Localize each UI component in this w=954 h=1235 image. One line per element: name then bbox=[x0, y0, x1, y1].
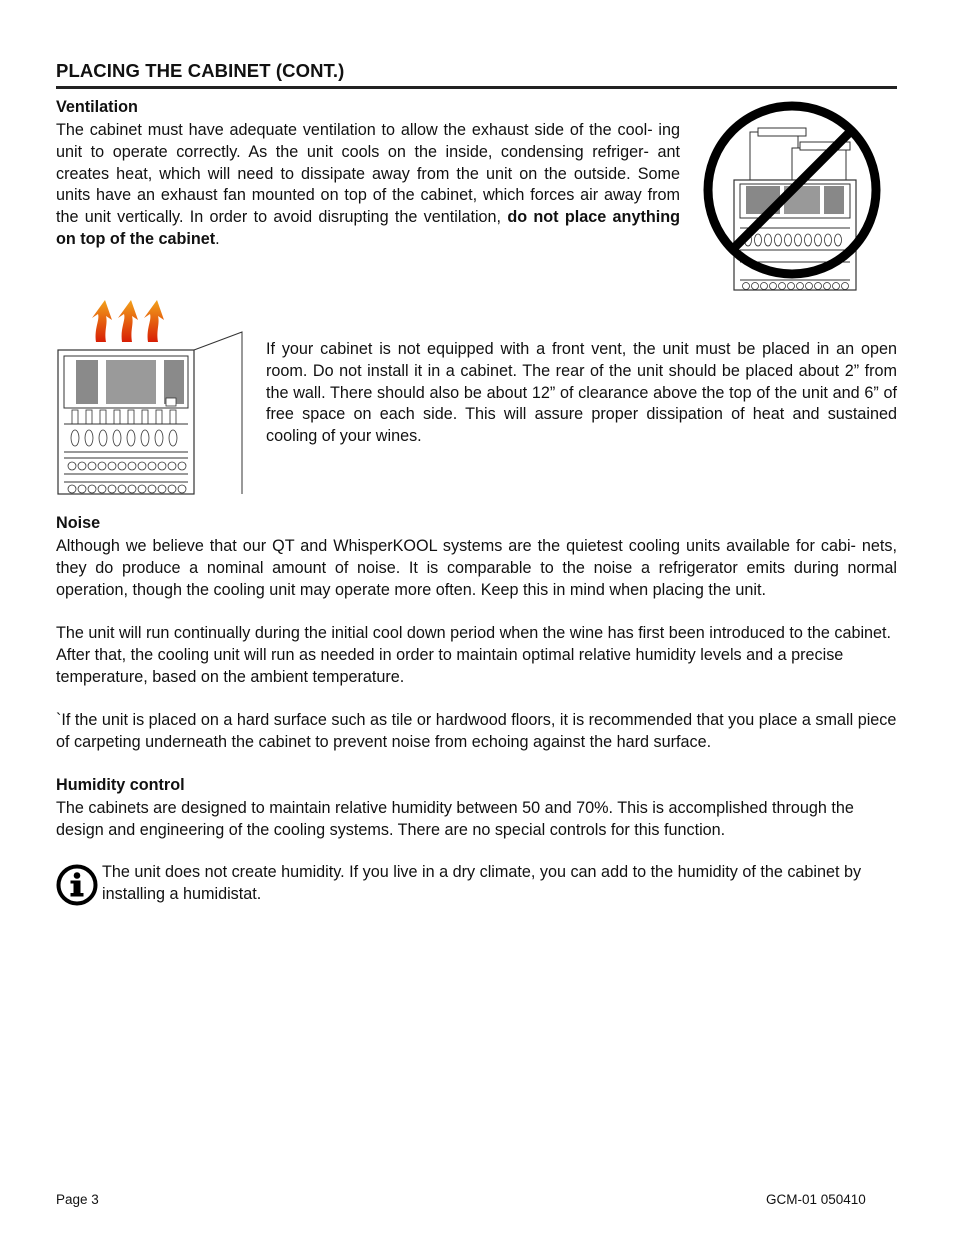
noise-paragraph-2: The unit will run continually during the initial cool down period when the wine has first been introduced to the cabinet. After that, the cooling unit will run as needed in order to maintain optimal relative humidity levels and a precise temperature, based on the ambient temperature. bbox=[56, 624, 892, 686]
humidity-paragraph: The cabinets are designed to maintain relative humidity between 50 and 70%. This is accomplished through the design and engineering of the cooling systems. There are no special controls for this function. bbox=[56, 799, 854, 839]
page-number: Page 3 bbox=[56, 1192, 99, 1207]
open-cabinet-heat-illustration bbox=[56, 298, 256, 494]
noise-paragraph-3: `If the unit is placed on a hard surface such as tile or hardwood floors, it is recommended that you place a small piece of carpeting underneath the cabinet to prevent noise from echoing against the hard surface. bbox=[56, 711, 897, 751]
ventilation-heading: Ventilation bbox=[56, 98, 138, 116]
ventilation-text: The cabinet must have adequate ventilation to allow the exhaust side of the cool- ing unit to operate correctly. As the unit cools on the inside, condensing refriger- ant creates heat, which will need to dissipate away from the unit on the outside. Some units have an exhaust fan mounted on top of the cabinet, which forces air away from the unit vertically. In order to avoid disrupting the ventilation, bbox=[56, 121, 680, 227]
title-rule bbox=[56, 86, 897, 89]
placement-paragraph: If your cabinet is not equipped with a front vent, the unit must be placed in an open room. Do not install it in a cabinet. The rear of the unit should be placed about 2” from the wall. There should also be about 12” of clearance above the top of the unit and 6” of free space on each side. This will assure proper dissipation of heat and sustained cooling of your wines. bbox=[266, 340, 897, 446]
ventilation-warning: do not place anything on top of the cabinet bbox=[56, 208, 680, 248]
heat-arrows bbox=[92, 300, 164, 342]
noise-heading: Noise bbox=[56, 514, 101, 532]
ventilation-text-end: . bbox=[215, 229, 220, 248]
humidity-heading: Humidity control bbox=[56, 776, 185, 794]
humidity-note: The unit does not create humidity. If you live in a dry climate, you can add to the humidity of the cabinet by installing a humidistat. bbox=[102, 863, 862, 903]
info-icon bbox=[56, 864, 98, 906]
noise-paragraph-1: Although we believe that our QT and WhisperKOOL systems are the quietest cooling units available for cabi- nets, they do produce a nominal amount of noise. It is comparable to the noise a refrigerator emits during normal operation, though the cooling unit may operate more often. Keep this in mind when placing the unit. bbox=[56, 537, 897, 599]
ventilation-paragraph bbox=[56, 120, 680, 251]
page-title: PLACING THE CABINET (CONT.) bbox=[56, 60, 345, 81]
no-items-on-top-illustration bbox=[700, 100, 885, 292]
document-code: GCM-01 050410 bbox=[766, 1192, 866, 1207]
